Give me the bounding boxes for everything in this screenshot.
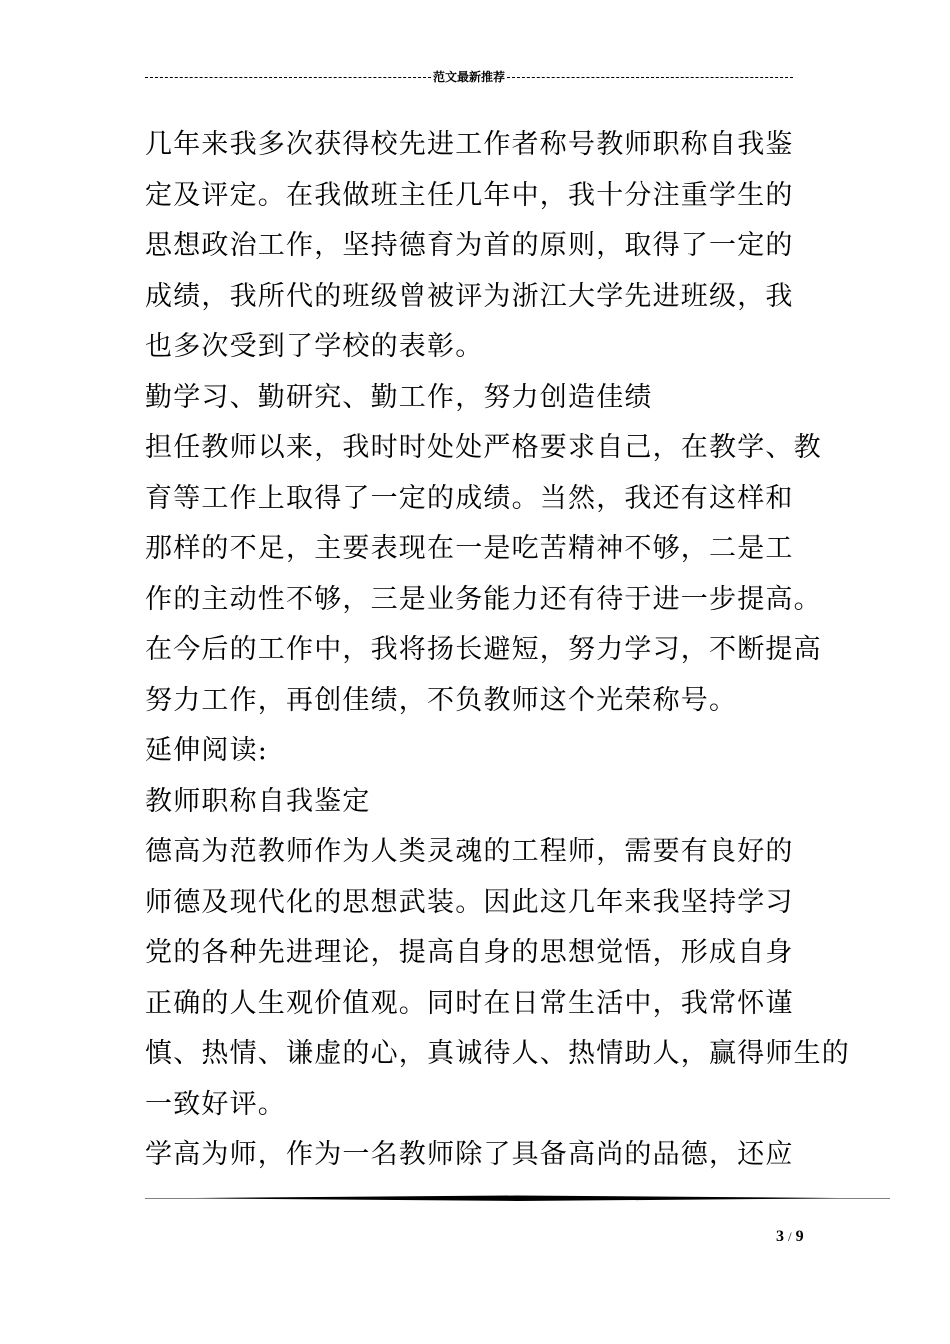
footer-rule — [145, 1194, 890, 1202]
current-page: 3 — [776, 1228, 784, 1245]
text-line: 师德及现代化的思想武装。因此这几年来我坚持学习 — [145, 886, 794, 918]
text-line: 作的主动性不够，三是业务能力还有待于进一步提高。 — [145, 583, 822, 615]
text-line: 德高为范教师作为人类灵魂的工程师，需要有良好的 — [145, 836, 794, 867]
text-line: 育等工作上取得了一定的成绩。当然，我还有这样和 — [145, 482, 794, 514]
text-line: 几年来我多次获得校先进工作者称号教师职称自我鉴 — [145, 129, 794, 160]
page-number — [776, 1228, 804, 1246]
text-line: 一致好评。 — [145, 1088, 286, 1120]
document-body — [145, 120, 850, 1181]
text-line: 慎、热情、谦虚的心，真诚待人、热情助人，赢得师生的 — [145, 1038, 850, 1069]
page-header — [145, 68, 793, 86]
text-line: 努力工作，再创佳绩，不负教师这个光荣称号。 — [145, 684, 738, 716]
page-separator: / — [788, 1229, 792, 1244]
text-line: 定及评定。在我做班主任几年中，我十分注重学生的 — [145, 179, 794, 211]
header-dash-left — [145, 77, 431, 78]
section-heading: 教师职称自我鉴定 — [145, 785, 371, 817]
text-line: 思想政治工作，坚持德育为首的原则，取得了一定的 — [145, 230, 794, 261]
text-line: 在今后的工作中，我将扬长避短，努力学习，不断提高 — [145, 634, 822, 665]
total-pages: 9 — [795, 1228, 804, 1245]
header-title: 范文最新推荐 — [433, 70, 506, 84]
header-dash-right — [507, 77, 793, 78]
text-line: 担任教师以来，我时时处处严格要求自己，在教学、教 — [145, 432, 822, 463]
text-line: 那样的不足，主要表现在一是吃苦精神不够，二是工 — [145, 533, 794, 564]
section-heading: 勤学习、勤研究、勤工作，努力创造佳绩 — [145, 381, 653, 413]
text-line: 成绩，我所代的班级曾被评为浙江大学先进班级，我 — [145, 280, 794, 312]
text-line: 学高为师，作为一名教师除了具备高尚的品德，还应 — [145, 1139, 794, 1170]
section-label: 延伸阅读: — [145, 735, 269, 766]
text-line: 正确的人生观价值观。同时在日常生活中，我常怀谨 — [145, 987, 794, 1019]
text-line: 党的各种先进理论，提高自身的思想觉悟，形成自身 — [145, 937, 794, 968]
text-line: 也多次受到了学校的表彰。 — [145, 331, 484, 362]
